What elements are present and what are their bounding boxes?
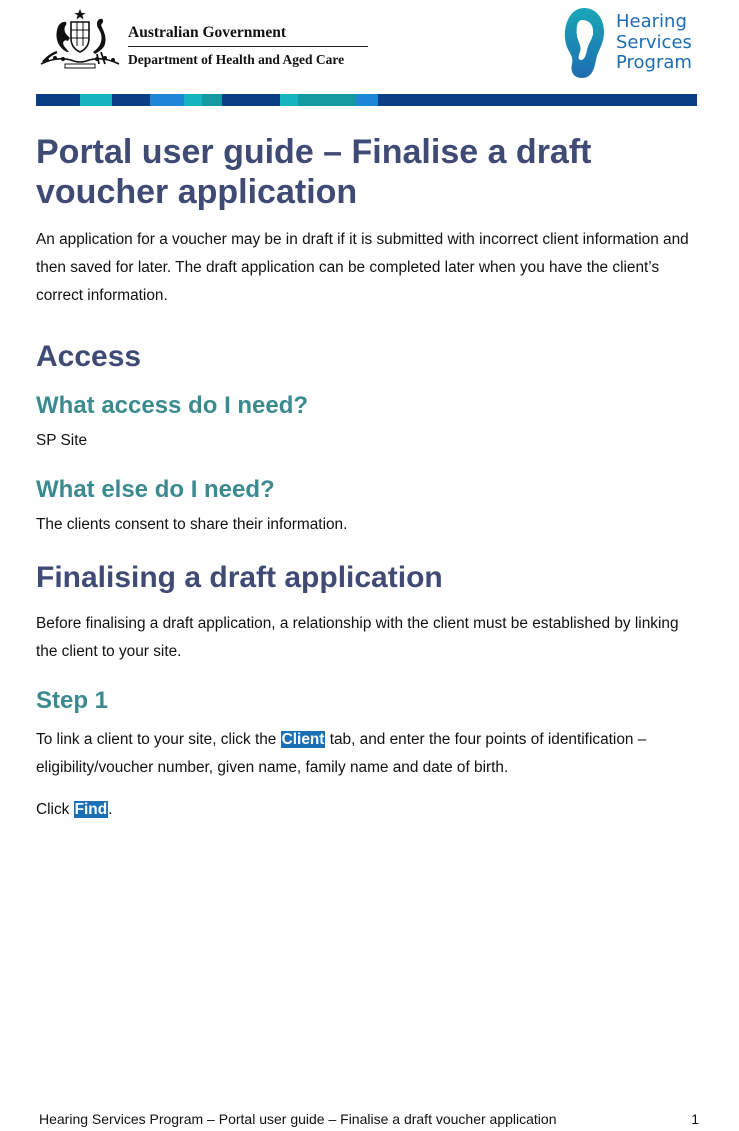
- australian-government-logo: [37, 8, 377, 72]
- stripe-segment: [112, 94, 150, 106]
- stripe-segment: [36, 94, 80, 106]
- logo-divider: [128, 46, 368, 47]
- step-1-text: To link a client to your site, click the Client tab, and enter the four points of identification – eligibility/voucher number, given name, family name and date of birth.: [36, 731, 647, 776]
- intro-paragraph: An application for a voucher may be in draft if it is submitted with incorrect client information and then saved for later. The draft application can be completed later when you have the client’s correct information.: [36, 231, 689, 304]
- what-access-heading: What access do I need?: [36, 392, 309, 419]
- document-body: [36, 132, 700, 824]
- access-heading: Access: [36, 340, 142, 373]
- ear-icon: [562, 6, 606, 80]
- page-title: Portal user guide – Finalise a draft voucher application: [36, 133, 592, 211]
- stripe-segment: [202, 94, 222, 106]
- stripe-segment: [280, 94, 298, 106]
- what-else-heading: What else do I need?: [36, 476, 275, 503]
- government-name: Australian Government: [128, 24, 287, 41]
- stripe-segment: [356, 94, 378, 106]
- stripe-segment: [298, 94, 356, 106]
- stripe-segment: [80, 94, 112, 106]
- finalising-text: Before finalising a draft application, a relationship with the client must be established by linking the client to your site.: [36, 615, 679, 660]
- stripe-segment: [378, 94, 697, 106]
- click-find-text: Click Find.: [36, 801, 113, 818]
- department-name: Department of Health and Aged Care: [128, 52, 345, 67]
- page-number: 1: [691, 1111, 699, 1127]
- what-else-text: The clients consent to share their information.: [36, 516, 348, 533]
- footer-text: Hearing Services Program – Portal user guide – Finalise a draft voucher application: [39, 1111, 557, 1127]
- stripe-segment: [150, 94, 184, 106]
- decorative-colour-stripe: [36, 94, 697, 106]
- hearing-services-program-logo: [562, 6, 712, 82]
- coat-of-arms-icon: [37, 8, 123, 70]
- stripe-segment: [184, 94, 202, 106]
- stripe-segment: [222, 94, 280, 106]
- client-tab-reference: Client: [281, 731, 325, 748]
- step-1-heading: Step 1: [36, 687, 109, 714]
- program-name: Hearing Services Program: [616, 11, 692, 73]
- finalising-heading: Finalising a draft application: [36, 561, 443, 594]
- what-access-text: SP Site: [36, 432, 88, 449]
- find-button-reference: Find: [74, 801, 108, 818]
